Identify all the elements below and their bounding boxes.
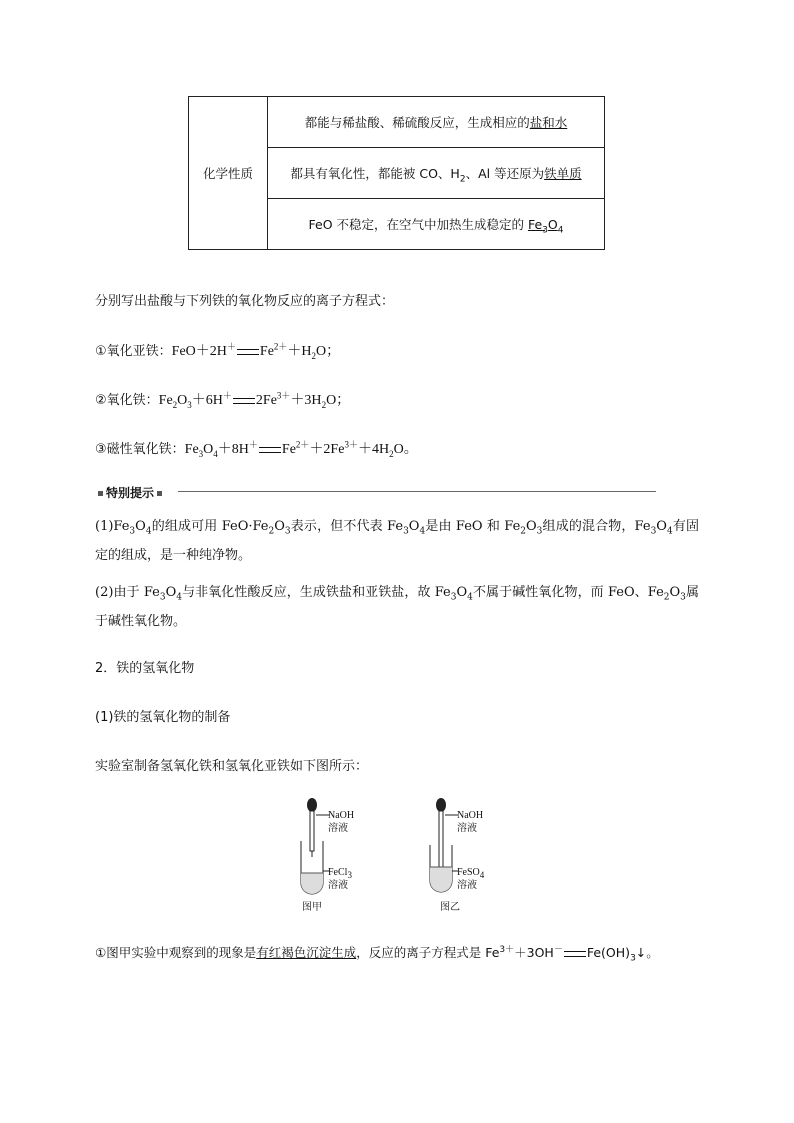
eq3-msup: 3＋: [344, 439, 358, 450]
eq2-rhs: 2Fe: [255, 393, 277, 408]
p2-e: 不属于碱性氧化物，而 FeO、Fe: [472, 585, 664, 600]
eq2-formula: [158, 390, 351, 410]
test-tube-solution: [430, 867, 452, 892]
eq2-label: ②氧化铁：: [95, 393, 159, 408]
obs-sup2: －: [553, 944, 563, 955]
eq1-formula: [171, 341, 341, 361]
p1-a: (1)Fe: [95, 519, 130, 534]
obs-b: ＋3OH: [514, 945, 554, 960]
eq1-rhs: Fe: [259, 344, 274, 359]
row1-text: 都能与稀盐酸、稀硫酸反应，生成相应的: [304, 115, 530, 130]
figure-left-apparatus: [301, 798, 330, 894]
p1-d: O: [274, 519, 285, 534]
p1-cs: 2: [268, 526, 275, 537]
row3-text: FeO 不稳定，在空气中加热生成稳定的: [308, 217, 528, 232]
eq1-rsup: 2＋: [273, 341, 288, 352]
eq3-plus: ＋: [248, 439, 258, 450]
eq2-s2: 3: [187, 399, 192, 410]
row3-f2: O: [547, 217, 558, 232]
p1-h: O: [526, 519, 537, 534]
intro-text: 分别写出盐酸与下列铁的氧化物反应的离子方程式：: [95, 294, 395, 309]
p2-f: O: [669, 585, 681, 600]
right-sol-sub: 4: [479, 870, 485, 880]
eq1-end: O；: [316, 344, 341, 359]
tip-divider: [178, 491, 656, 492]
test-tube-solution: [301, 873, 323, 894]
left-reagent-label: [328, 809, 354, 835]
p2-as: 3: [159, 592, 166, 603]
eq3-l2: O: [203, 442, 214, 457]
p1-j: O: [656, 519, 667, 534]
left-sol-sub: 3: [347, 870, 352, 880]
row3-s2: 4: [557, 225, 564, 236]
row2-text-a: 都具有氧化性，都能被 CO、H: [290, 166, 460, 181]
eq2-tailsub: 2: [321, 399, 327, 410]
right-solution-label: [457, 866, 484, 892]
obs-sup1: 3＋: [499, 944, 515, 955]
observation-line: [95, 943, 659, 964]
tip-paragraph-2: [95, 578, 699, 636]
p2-a: (2)由于 Fe: [95, 585, 160, 600]
p1-b: O: [135, 519, 146, 534]
obs-c: Fe(OH): [586, 945, 631, 960]
equals-arrow-icon: [233, 398, 255, 404]
p1-bs: 4: [145, 526, 152, 537]
left-reagent-sub: 溶液: [328, 823, 348, 834]
p1-is: 3: [650, 526, 657, 537]
p1-c: 的组成可用 FeO·Fe: [151, 519, 269, 534]
table-header-cell: [189, 97, 268, 250]
p1-hs: 3: [536, 526, 543, 537]
eq3-s1: 3: [198, 448, 204, 459]
eq2-plus: ＋: [222, 390, 232, 401]
eq3-l3: ＋8H: [217, 442, 249, 457]
obs-mid: ，反应的离子方程式是 Fe: [356, 945, 500, 960]
row2-sub: 2: [459, 174, 466, 185]
table-header-text: 化学性质: [202, 166, 253, 181]
p1-g: 是由 FeO 和 Fe: [425, 519, 521, 534]
eq2-s1: 2: [172, 399, 178, 410]
eq1-label: ①氧化亚铁：: [95, 344, 172, 359]
eq3-s2: 4: [213, 448, 218, 459]
eq3-tailsub: 2: [389, 448, 394, 459]
p2-cs: 3: [450, 592, 457, 603]
figure-right-apparatus: [430, 798, 458, 892]
lab-intro-text: 实验室制备氢氧化铁和氢氧化亚铁如下图所示：: [95, 759, 369, 774]
right-sol-b: 溶液: [457, 880, 477, 891]
figure-caption-right: 图乙: [440, 902, 460, 913]
p1-ds: 3: [284, 526, 291, 537]
eq3-mid: ＋2Fe: [309, 442, 345, 457]
row2-underlined: 铁单质: [544, 166, 582, 181]
p2-g: 属于碱性氧化物。: [95, 585, 699, 629]
eq1-lhs: FeO＋2H: [171, 344, 227, 359]
obs-underlined: 有红褐色沉淀生成: [256, 945, 357, 960]
eq1-tailsub: 2: [311, 350, 317, 361]
p1-js: 4: [666, 526, 673, 537]
tip-title: 特别提示: [106, 486, 155, 500]
p1-fs: 4: [419, 526, 426, 537]
dropper-tube: [310, 811, 314, 851]
eq2-rsup: 3＋: [276, 390, 291, 401]
table-row: [268, 199, 605, 250]
right-reagent-sub: 溶液: [457, 823, 477, 834]
p1-i: 组成的混合物，Fe: [542, 519, 651, 534]
chemical-properties-table: [188, 96, 605, 250]
row3-underlined-formula: [527, 217, 564, 236]
row2-text-b: 、Al 等还原为: [465, 166, 545, 181]
p1-k: 有固定的组成，是一种纯净物。: [95, 519, 699, 563]
special-tip-heading: [95, 484, 165, 501]
obs-pre: ①图甲实验中观察到的现象是: [95, 945, 257, 960]
table-row: [268, 97, 605, 148]
equals-arrow-icon: [259, 447, 281, 453]
right-sol: FeSO: [457, 867, 480, 878]
row3-f1: Fe: [527, 217, 543, 232]
eq2-end: O；: [326, 393, 351, 408]
square-bullet-icon: [98, 491, 103, 496]
p1-f: O: [408, 519, 420, 534]
row1-underlined: 盐和水: [529, 115, 568, 130]
right-reagent: NaOH: [457, 810, 484, 821]
left-sol-b: 溶液: [328, 880, 348, 891]
left-sol: FeCl: [328, 867, 348, 878]
left-reagent: NaOH: [328, 810, 355, 821]
eq2-l3: ＋6H: [191, 393, 223, 408]
eq3-rhs: Fe: [281, 442, 296, 457]
obs-sub: 3: [630, 953, 636, 964]
eq3-tail: ＋4H: [357, 442, 390, 457]
eq2-l2: O: [177, 393, 188, 408]
p1-gs: 2: [520, 526, 526, 537]
tip-paragraph-1: [95, 512, 699, 570]
p2-d: O: [456, 585, 468, 600]
equation-3: [95, 438, 418, 458]
equation-2: [95, 389, 350, 409]
eq3-l1: Fe: [184, 442, 199, 457]
equals-arrow-icon: [237, 349, 259, 355]
p2-b: O: [165, 585, 177, 600]
left-solution-label: [328, 866, 352, 892]
eq3-end: O。: [393, 442, 418, 457]
subsection-heading: (1)铁的氢氧化物的制备: [95, 710, 231, 725]
p2-bs: 4: [176, 592, 182, 603]
p2-c: 与非氧化性酸反应，生成铁盐和亚铁盐，故 Fe: [182, 585, 451, 600]
eq3-label: ③磁性氧化铁：: [95, 442, 185, 457]
equation-1: [95, 340, 340, 360]
p2-es: 2: [663, 592, 670, 603]
p1-as: 3: [129, 526, 136, 537]
eq1-plus: ＋: [226, 341, 236, 352]
p2-ds: 4: [467, 592, 473, 603]
p1-e: 表示，但不代表 Fe: [290, 519, 404, 534]
eq2-l1: Fe: [158, 393, 173, 408]
equals-arrow-icon: [564, 951, 586, 957]
square-bullet-icon: [157, 491, 162, 496]
eq2-tail: ＋3H: [290, 393, 322, 408]
section-heading-2: 2．铁的氢氧化物: [95, 661, 195, 676]
row3-s1: 3: [542, 225, 548, 236]
p1-es: 3: [403, 526, 409, 537]
eq1-tail: ＋H: [287, 344, 312, 359]
eq3-rsup: 2＋: [295, 439, 310, 450]
table-row: [268, 148, 605, 199]
right-reagent-label: [457, 809, 483, 835]
figure-caption-left: 图甲: [302, 902, 322, 913]
eq3-formula: [184, 439, 418, 459]
dropper-bulb-icon: [307, 798, 317, 812]
p2-fs: 3: [680, 592, 686, 603]
obs-end: ↓。: [635, 945, 659, 960]
dropper-bulb-icon: [436, 798, 446, 812]
